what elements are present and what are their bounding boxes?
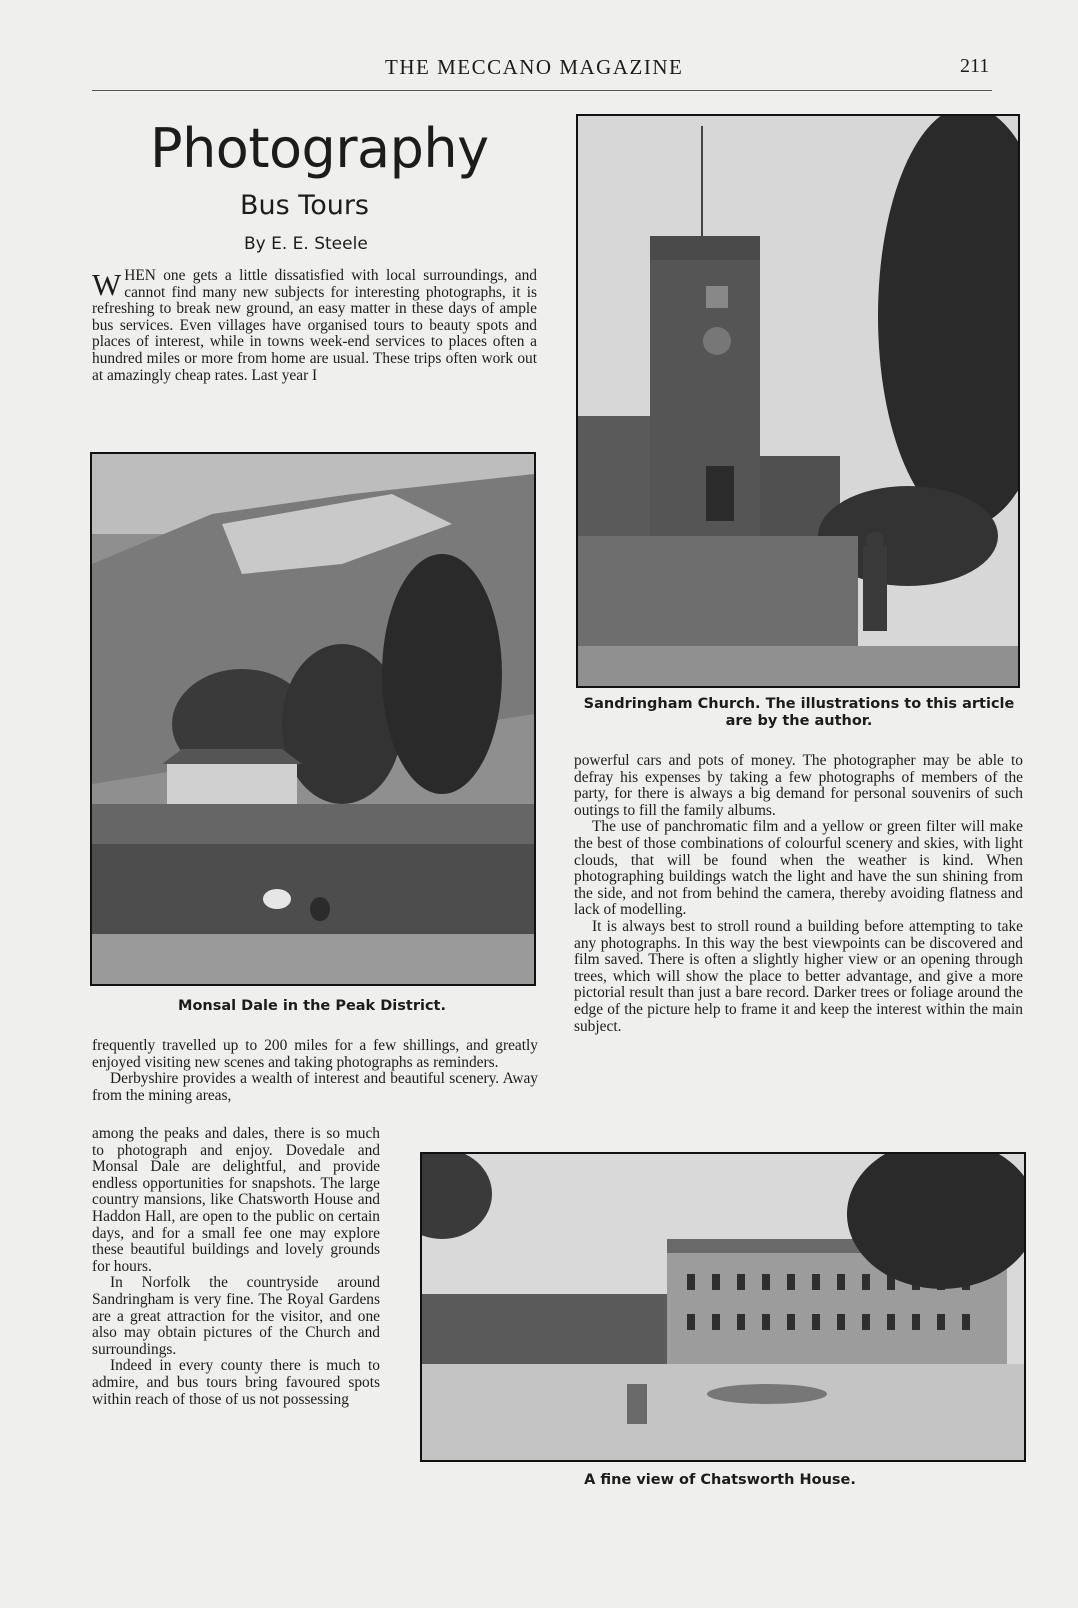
article-byline: By E. E. Steele [244,234,368,254]
article-title: Photography [150,117,489,180]
chatsworth-house-photo [420,1152,1026,1462]
narrow-column-text [92,1126,380,1408]
paragraph: It is always best to stroll round a building before attempting to take any photographs. In this way the best viewpoints can be discovered and film saved. There is often a slightly higher view or an opening through trees, which will show the place to better advantage, and give a more pictorial result than just a bare record. Darker trees or foliage around the edge of the picture help to frame it and keep the interest within the main subject. [574,917,1023,1035]
sandringham-church-photo [576,114,1020,688]
monsal-dale-photo [90,452,536,986]
paragraph: Derbyshire provides a wealth of interest and beautiful scenery. Away from the mining areas, [92,1070,538,1104]
magazine-title: THE MECCANO MAGAZINE [385,55,684,79]
paragraph: Indeed in every county there is much to admire, and bus tours bring favoured spots within reach of those of us not possessing [92,1357,380,1408]
paragraph: The use of panchromatic film and a yellow or green filter will make the best of those combinations of colourful scenery and skies, with light clouds, that will be found when the weather is kind. When photographing buildings watch the light and have the sun shining from the side, and not from behind the camera, thereby avoiding flatness and lack of modelling. [574,818,1023,919]
intro-paragraph [92,268,537,384]
paragraph: frequently travelled up to 200 miles for a few shillings, and greatly enjoyed visiting new scenes and taking photographs as reminders. [92,1037,538,1071]
monsal-dale-caption: Monsal Dale in the Peak District. [178,998,446,1014]
chatsworth-caption: A fine view of Chatsworth House. [584,1472,856,1488]
article-subtitle: Bus Tours [240,190,369,221]
paragraph: In Norfolk the countryside around Sandringham is very fine. The Royal Gardens are a great attraction for the visitor, and one also may obtain pictures of the Church and surroundings. [92,1274,380,1358]
intro-text: HEN one gets a little dissatisfied with local surroundings, and cannot find many new subjects for interesting photographs, it is refreshing to break new ground, an easy matter in these days of ample bus services. Even villages have organised tours to beauty spots and places of interest, while in towns week-end services to places often a hundred miles or more from home are usual. These trips often work out at amazingly cheap rates. Last year I [92,267,537,384]
page-number: 211 [960,55,990,77]
column-one-text [92,1038,538,1104]
paragraph: powerful cars and pots of money. The photographer may be able to defray his expenses by taking a few photographs of members of the party, for there is always a big demand for personal souvenirs of such outings to fill the family albums. [574,752,1023,819]
sandringham-caption: Sandringham Church. The illustrations to this article are by the author. [583,696,1015,729]
paragraph: among the peaks and dales, there is so much to photograph and enjoy. Dovedale and Monsal Dale are delightful, and provide endless opportunities for snapshots. The large country mansions, like Chatsworth House and Haddon Hall, are open to the public on certain days, and for a small fee one may explore these beautiful buildings and lovely grounds for hours. [92,1125,380,1275]
column-two-text [574,753,1023,1035]
drop-cap: W [92,267,122,302]
header-rule [92,90,992,91]
